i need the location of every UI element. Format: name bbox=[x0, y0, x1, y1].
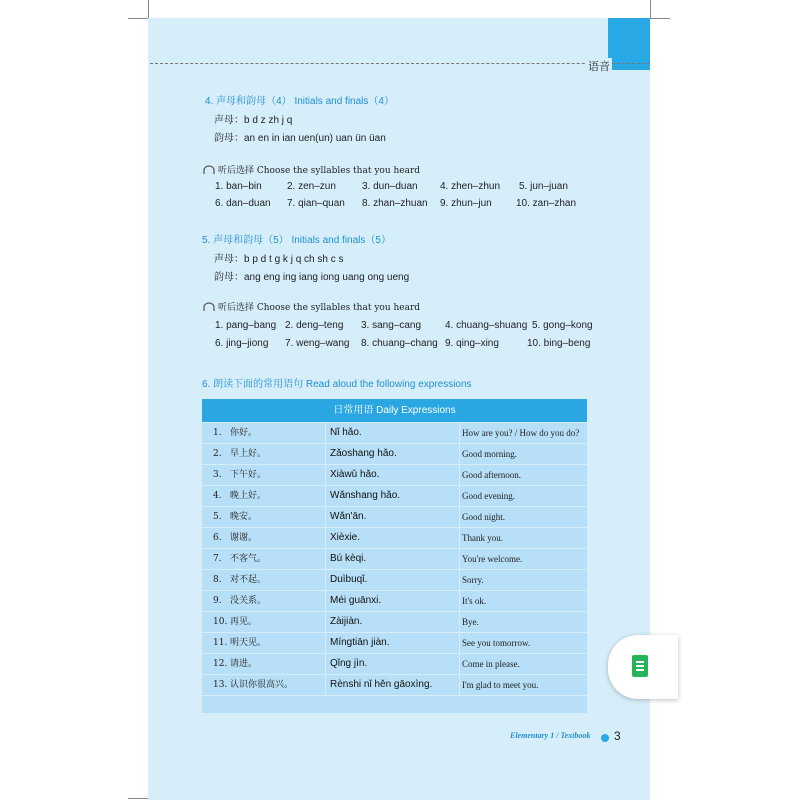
table-row bbox=[202, 612, 587, 632]
table-row bbox=[202, 570, 587, 590]
table-row bbox=[202, 465, 587, 485]
table-row bbox=[202, 654, 587, 674]
column-divider bbox=[325, 549, 326, 569]
section-5-item: 6. jing–jiong bbox=[215, 338, 269, 349]
row-number: 13. bbox=[213, 680, 228, 690]
row-english: I'm glad to meet you. bbox=[462, 680, 539, 690]
table-body bbox=[202, 423, 587, 695]
row-english: How are you? / How do you do? bbox=[462, 428, 580, 438]
section-5-item: 8. chuang–chang bbox=[361, 338, 438, 349]
row-chinese: 没关系。 bbox=[230, 596, 267, 606]
section-4-item: 9. zhun–jun bbox=[440, 198, 492, 209]
section-5-item: 7. weng–wang bbox=[285, 338, 350, 349]
row-english: Bye. bbox=[462, 617, 479, 627]
section-5-listen bbox=[202, 300, 420, 313]
row-number: 6. bbox=[213, 533, 222, 543]
section-5-item: 10. bing–beng bbox=[527, 338, 591, 349]
row-english: Thank you. bbox=[462, 533, 503, 543]
crop-mark bbox=[148, 0, 149, 18]
row-number: 10. bbox=[213, 617, 228, 627]
table-row bbox=[202, 591, 587, 611]
section-4-item: 6. dan–duan bbox=[215, 198, 271, 209]
row-english: Good morning. bbox=[462, 449, 517, 459]
column-divider bbox=[325, 654, 326, 674]
document-icon bbox=[632, 655, 648, 677]
header-divider bbox=[150, 63, 650, 64]
footer-dot bbox=[601, 734, 609, 742]
row-pinyin: Qǐng jìn. bbox=[330, 658, 368, 669]
row-english: Good evening. bbox=[462, 491, 515, 501]
section-4-item: 1. ban–bin bbox=[215, 181, 262, 192]
column-divider bbox=[459, 675, 460, 695]
row-pinyin: Rènshi nǐ hěn gāoxìng. bbox=[330, 679, 433, 690]
section-4-item: 8. zhan–zhuan bbox=[362, 198, 428, 209]
row-chinese: 再见。 bbox=[230, 617, 258, 627]
row-pinyin: Wǎn'ān. bbox=[330, 511, 367, 522]
table-title: 日常用语 Daily Expressions bbox=[202, 399, 587, 422]
book-title: Elementary 1 / Textbook bbox=[510, 731, 591, 740]
row-number: 11. bbox=[213, 638, 228, 648]
column-divider bbox=[325, 465, 326, 485]
row-pinyin: Xiàwǔ hǎo. bbox=[330, 469, 380, 480]
table-row bbox=[202, 675, 587, 695]
column-divider bbox=[325, 591, 326, 611]
column-divider bbox=[459, 633, 460, 653]
row-chinese: 你好。 bbox=[230, 428, 258, 438]
section-4-item: 7. qian–quan bbox=[287, 198, 345, 209]
row-english: Sorry. bbox=[462, 575, 484, 585]
column-divider bbox=[325, 423, 326, 443]
section-4-heading: 4. 声母和韵母（4） Initials and finals（4） bbox=[205, 96, 394, 107]
row-chinese: 对不起。 bbox=[230, 575, 267, 585]
row-chinese: 不客气。 bbox=[230, 554, 267, 564]
table-row bbox=[202, 528, 587, 548]
row-english: It's ok. bbox=[462, 596, 487, 606]
section-5-initials: 声母：b p d t g k j q ch sh c s bbox=[214, 254, 344, 265]
column-divider bbox=[459, 612, 460, 632]
row-number: 5. bbox=[213, 512, 222, 522]
row-pinyin: Zàijiàn. bbox=[330, 616, 363, 627]
row-chinese: 早上好。 bbox=[230, 449, 267, 459]
section-4-item: 4. zhen–zhun bbox=[440, 181, 501, 192]
row-english: You're welcome. bbox=[462, 554, 523, 564]
row-chinese: 明天见。 bbox=[230, 638, 267, 648]
row-chinese: 下午好。 bbox=[230, 470, 267, 480]
column-divider bbox=[325, 612, 326, 632]
section-4-listen bbox=[202, 163, 420, 176]
row-number: 2. bbox=[213, 449, 222, 459]
daily-expressions-table bbox=[202, 399, 587, 713]
section-5-item: 5. gong–kong bbox=[532, 320, 593, 331]
crop-mark bbox=[650, 0, 651, 18]
column-divider bbox=[325, 507, 326, 527]
row-pinyin: Wǎnshang hǎo. bbox=[330, 490, 401, 501]
column-divider bbox=[459, 423, 460, 443]
row-number: 4. bbox=[213, 491, 222, 501]
headphones-icon bbox=[202, 165, 216, 175]
section-5-heading: 5. 声母和韵母（5） Initials and finals（5） bbox=[202, 235, 391, 246]
row-pinyin: Bú kèqi. bbox=[330, 553, 367, 564]
section-6-heading: 6. 朗读下面的常用语句 Read aloud the following expressions bbox=[202, 379, 472, 390]
crop-mark bbox=[650, 18, 670, 19]
column-divider bbox=[459, 570, 460, 590]
column-divider bbox=[459, 591, 460, 611]
column-divider bbox=[325, 486, 326, 506]
column-divider bbox=[459, 549, 460, 569]
column-divider bbox=[459, 507, 460, 527]
table-row bbox=[202, 444, 587, 464]
row-pinyin: Duìbuqǐ. bbox=[330, 574, 368, 585]
page-number: 3 bbox=[614, 729, 621, 743]
side-panel-button[interactable] bbox=[608, 635, 678, 699]
row-english: See you tomorrow. bbox=[462, 638, 531, 648]
headphones-icon bbox=[202, 302, 216, 312]
row-chinese: 晚安。 bbox=[230, 512, 258, 522]
row-english: Good night. bbox=[462, 512, 506, 522]
row-pinyin: Nǐ hǎo. bbox=[330, 427, 362, 438]
section-4-item: 10. zan–zhan bbox=[516, 198, 577, 209]
row-number: 9. bbox=[213, 596, 222, 606]
table-row bbox=[202, 486, 587, 506]
table-row bbox=[202, 507, 587, 527]
section-5-listen-label: 听后选择 Choose the syllables that you heard bbox=[218, 303, 421, 313]
section-4-initials: 声母：b d z zh j q bbox=[214, 115, 293, 126]
column-divider bbox=[459, 528, 460, 548]
crop-mark bbox=[128, 798, 148, 799]
section-5-item: 3. sang–cang bbox=[361, 320, 422, 331]
column-divider bbox=[459, 444, 460, 464]
column-divider bbox=[459, 486, 460, 506]
row-number: 8. bbox=[213, 575, 222, 585]
section-5-item: 2. deng–teng bbox=[285, 320, 344, 331]
column-divider bbox=[325, 570, 326, 590]
section-4-item: 2. zen–zun bbox=[287, 181, 336, 192]
row-chinese: 认识你很高兴。 bbox=[230, 680, 294, 690]
column-divider bbox=[325, 633, 326, 653]
row-number: 7. bbox=[213, 554, 222, 564]
row-number: 1. bbox=[213, 428, 222, 438]
row-number: 3. bbox=[213, 470, 222, 480]
row-english: Good afternoon. bbox=[462, 470, 521, 480]
row-chinese: 请进。 bbox=[230, 659, 258, 669]
column-divider bbox=[325, 444, 326, 464]
table-row bbox=[202, 423, 587, 443]
section-tag: 语音 bbox=[588, 60, 610, 73]
section-5-item: 4. chuang–shuang bbox=[445, 320, 528, 331]
column-divider bbox=[459, 465, 460, 485]
column-divider bbox=[459, 654, 460, 674]
section-4-listen-label: 听后选择 Choose the syllables that you heard bbox=[218, 166, 421, 176]
section-5-finals: 韵母：ang eng ing iang iong uang ong ueng bbox=[214, 272, 410, 283]
row-pinyin: Zǎoshang hǎo. bbox=[330, 448, 397, 459]
section-4-finals: 韵母：an en in ian uen(un) uan ün üan bbox=[214, 133, 386, 144]
section-5-item: 1. pang–bang bbox=[215, 320, 277, 331]
column-divider bbox=[325, 675, 326, 695]
row-chinese: 谢谢。 bbox=[230, 533, 258, 543]
crop-mark bbox=[128, 18, 148, 19]
table-row bbox=[202, 549, 587, 569]
row-number: 12. bbox=[213, 659, 228, 669]
row-english: Come in please. bbox=[462, 659, 520, 669]
table-row bbox=[202, 633, 587, 653]
section-5-item: 9. qing–xing bbox=[445, 338, 499, 349]
section-4-item: 3. dun–duan bbox=[362, 181, 418, 192]
section-4-item: 5. jun–juan bbox=[519, 181, 568, 192]
row-chinese: 晚上好。 bbox=[230, 491, 267, 501]
row-pinyin: Míngtiān jiàn. bbox=[330, 637, 390, 648]
row-pinyin: Xièxie. bbox=[330, 532, 361, 543]
column-divider bbox=[325, 528, 326, 548]
row-pinyin: Méi guānxi. bbox=[330, 595, 382, 606]
table-footer-band bbox=[202, 696, 587, 713]
